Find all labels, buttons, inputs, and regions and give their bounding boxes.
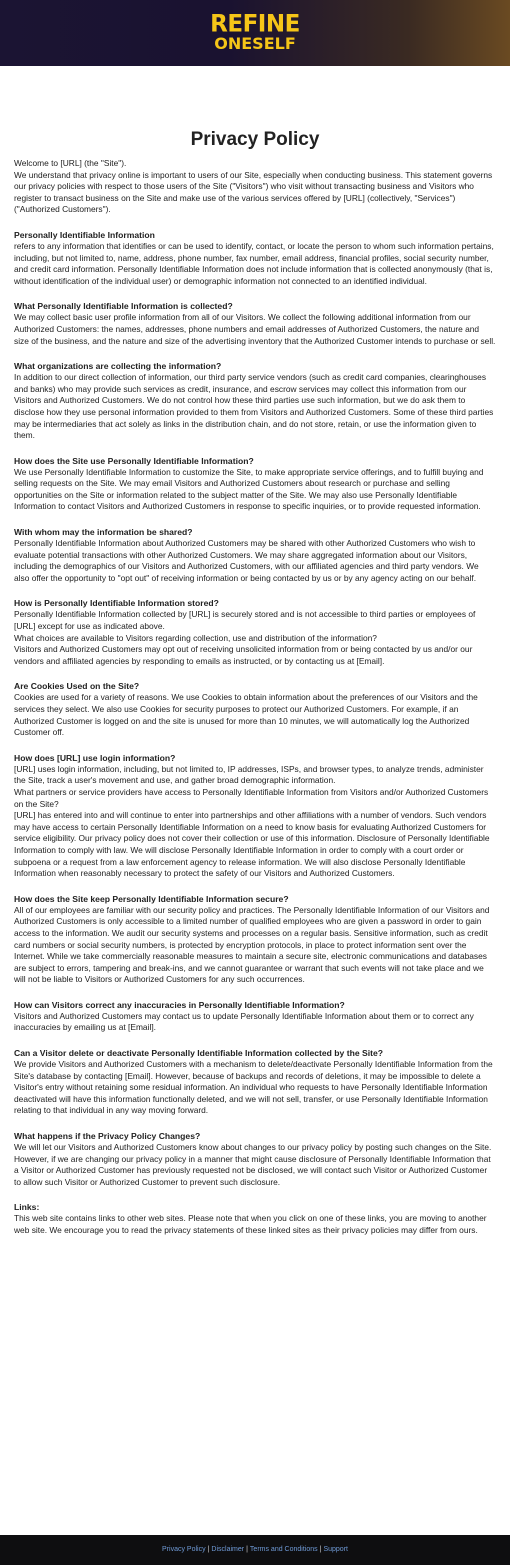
policy-section [14, 1130, 496, 1188]
policy-section [14, 752, 496, 880]
page-title: Privacy Policy [190, 129, 320, 150]
logo-line-2: ONESELF [214, 34, 296, 53]
policy-section [14, 1047, 496, 1117]
policy-section [14, 893, 496, 986]
section-paragraph: What partners or service providers have access to Personally Identifiable Information from Visitors and/or Authorized Customers on the Site? [14, 786, 489, 809]
footer-links [162, 1546, 348, 1553]
footer-link-support[interactable]: Support [323, 1546, 348, 1553]
footer-separator: | [246, 1546, 248, 1553]
section-heading: How can Visitors correct any inaccuracies in Personally Identifiable Information? [14, 999, 345, 1010]
policy-section [14, 360, 496, 442]
policy-section [14, 229, 496, 287]
section-heading: Are Cookies Used on the Site? [14, 681, 140, 692]
policy-sections [14, 229, 496, 1237]
section-paragraph: We provide Visitors and Authorized Customers with a mechanism to delete/deactivate Personally Identifiable Information from the Site's database by contacting [Email]. However, because of backups and records of deletions, it may be impossible to delete a Visitor's entry without retaining some residual information. An individual who requests to have Personally Identifiable Information deactivated will have this information functionally deleted, and we will not sell, transfer, or use Personally Identifiable Information relating to that individual in any way moving forward. [14, 1059, 493, 1116]
section-heading: How does the Site use Personally Identifiable Information? [14, 455, 254, 466]
section-paragraph: We will let our Visitors and Authorized Customers know about changes to our privacy policy by posting such changes on the Site. However, if we are changing our privacy policy in a manner that might cause disclosure of Personally Identifiable Information that a Visitor or Authorized Customer has previously requested not be disclosed, we will contact such Visitor or Authorized Customer to allow such Visitor or Authorized Customer to prevent such disclosure. [14, 1142, 492, 1187]
section-heading: What happens if the Privacy Policy Changes? [14, 1131, 201, 1142]
section-heading: How does the Site keep Personally Identifiable Information secure? [14, 893, 289, 904]
footer-link-terms-and-conditions[interactable]: Terms and Conditions [249, 1546, 318, 1553]
footer-separator: | [319, 1546, 322, 1553]
section-paragraph: We may collect basic user profile information from all of our Visitors. We collect the following additional information from our Authorized Customers: the names, addresses, phone numbers and email addresses of Authorized Customers, the nature and size of the business, and the nature and size of the advertising inventory that the Authorized Customer intends to purchase or sell. [14, 312, 496, 346]
intro-paragraph: We understand that privacy online is important to users of our Site, especially when conducting business. This statement governs our privacy policies with respect to those users of the Site ("Visitors") who visit without transacting business and Visitors who register to transact business on the Site and make use of the various services offered by [URL] (collectively, "Services") ("Authorized Customers"). [14, 169, 493, 215]
intro-paragraph: Welcome to [URL] (the "Site"). [14, 158, 127, 168]
main-content [0, 66, 510, 1518]
section-paragraph: [URL] uses login information, including, but not limited to, IP addresses, ISPs, and browser types, to analyze trends, administer the Site, track a user's movement and use, and gather broad demographic information. [14, 763, 484, 786]
section-paragraph: What choices are available to Visitors regarding collection, use and distribution of the information? [14, 632, 377, 643]
policy-section [14, 1201, 496, 1236]
policy-section [14, 597, 496, 667]
section-paragraph: Visitors and Authorized Customers may contact us to update Personally Identifiable Information about them or to correct any inaccuracies by emailing us at [Email]. [14, 1010, 474, 1033]
section-paragraph: refers to any information that identifies or can be used to identify, contact, or locate the person to whom such information pertains, including, but not limited to, name, address, phone number, fax number, email address, financial profiles, social security number, and credit card information. Personally Identifiable Information does not include information that is collected anonymously (that is, without identification of the individual user) or demographic information not connected to an identified individual. [14, 240, 494, 286]
site-footer [0, 1535, 510, 1565]
section-heading: Links: [14, 1202, 40, 1213]
section-paragraph: Cookies are used for a variety of reasons. We use Cookies to obtain information about the preferences of our Visitors and the services they select. We also use Cookies for security purposes to protect our Authorized Customers. For example, if an Authorized Customer is logged on and the site is unused for more than 10 minutes, we will automatically log the Authorized Customer off. [14, 692, 478, 738]
section-paragraph: In addition to our direct collection of information, our third party service vendors (such as credit card companies, clearinghouses and banks) who may provide such services as credit, insurance, and escrow services may collect this information from our Visitors and Authorized Customers. We do not control how these third parties use such information, but we do ask them to disclose how they use personal information provided to them from Visitors and Authorized Customers. Some of these third parties may be intermediaries that act solely as links in the distribution chain, and do not store, retain, or use the information given to them. [14, 372, 494, 441]
section-paragraph: [URL] has entered into and will continue to enter into partnerships and other affiliations with a number of vendors. Such vendors may have access to certain Personally Identifiable Information on a need to know basis for evaluating Authorized Customers for service eligibility. Our privacy policy does not cover their collection or use of this information. Disclosure of Personally Identifiable Information to comply with law. We will disclose Personally Identifiable Information in order to comply with a court order or subpoena or a request from a law enforcement agency to release information. We will also disclose Personally Identifiable Information when reasonably necessary to protect the safety of our Visitors and Authorized Customers. [14, 810, 490, 879]
section-heading: How is Personally Identifiable Information stored? [14, 598, 219, 609]
policy-section [14, 300, 496, 347]
section-heading: Personally Identifiable Information [14, 229, 155, 240]
section-paragraph: Visitors and Authorized Customers may opt out of receiving unsolicited information from or being contacted by us and/or our vendors and affiliated agencies by responding to emails as instructed, or by contacting us at [Email]. [14, 644, 473, 666]
site-header [0, 0, 510, 66]
policy-section [14, 455, 496, 513]
section-paragraph: All of our employees are familiar with our security policy and practices. The Personally Identifiable Information of our Visitors and Authorized Customers is only accessible to a limited number of qualified employees who are given a password in order to gain access to the information. We audit our security systems and processes on a regular basis. Sensitive information, such as credit card numbers or social security numbers, is protected by encryption protocols, in place to protect information sent over the Internet. While we take commercially reasonable measures to maintain a secure site, electronic communications and databases are subject to errors, tampering and break-ins, and we cannot guarantee or warrant that such events will not take place and we will not be liable to Visitors or Authorized Customers for any such occurrences. [14, 904, 490, 985]
section-heading: What Personally Identifiable Information is collected? [14, 301, 233, 312]
section-heading: With whom may the information be shared? [14, 527, 193, 538]
footer-link-disclaimer[interactable]: Disclaimer [211, 1546, 245, 1553]
logo-line-1: REFINE [210, 10, 300, 38]
policy-section [14, 526, 496, 584]
section-heading: What organizations are collecting the information? [14, 361, 222, 372]
section-heading: Can a Visitor delete or deactivate Personally Identifiable Information collected by the Site? [14, 1048, 383, 1059]
section-heading: How does [URL] use login information? [14, 752, 176, 763]
footer-separator: | [207, 1546, 210, 1553]
policy-section [14, 999, 496, 1034]
policy-section [14, 680, 496, 738]
section-paragraph: This web site contains links to other web sites. Please note that when you click on one of these links, you are moving to another web site. We encourage you to read the privacy statements of these linked sites as their privacy policies may differ from ours. [14, 1213, 487, 1235]
section-paragraph: We use Personally Identifiable Information to customize the Site, to make appropriate service offerings, and to fulfill buying and selling requests on the Site. We may email Visitors and Authorized Customers about research or purchase and selling opportunities on the Site or information related to the subject matter of the Site. We may also use Personally Identifiable Information to contact Visitors and Authorized Customers in response to specific inquiries, or to provide requested information. [14, 466, 484, 512]
footer-link-privacy-policy[interactable]: Privacy Policy [162, 1546, 206, 1553]
intro [14, 158, 496, 216]
site-logo[interactable] [0, 10, 510, 53]
section-paragraph: Personally Identifiable Information collected by [URL] is securely stored and is not accessible to third parties or employees of [URL] except for use as indicated above. [14, 609, 476, 632]
section-paragraph: Personally Identifiable Information about Authorized Customers may be shared with other Authorized Customers who wish to evaluate potential transactions with other Authorized Customers. We may share aggregated information about our Visitors, including the demographics of our Visitors and Authorized Customers, with our affiliated agencies and third party vendors. We also offer the opportunity to "opt out" of receiving information or being contacted by us or by any agency acting on our behalf. [14, 538, 479, 583]
